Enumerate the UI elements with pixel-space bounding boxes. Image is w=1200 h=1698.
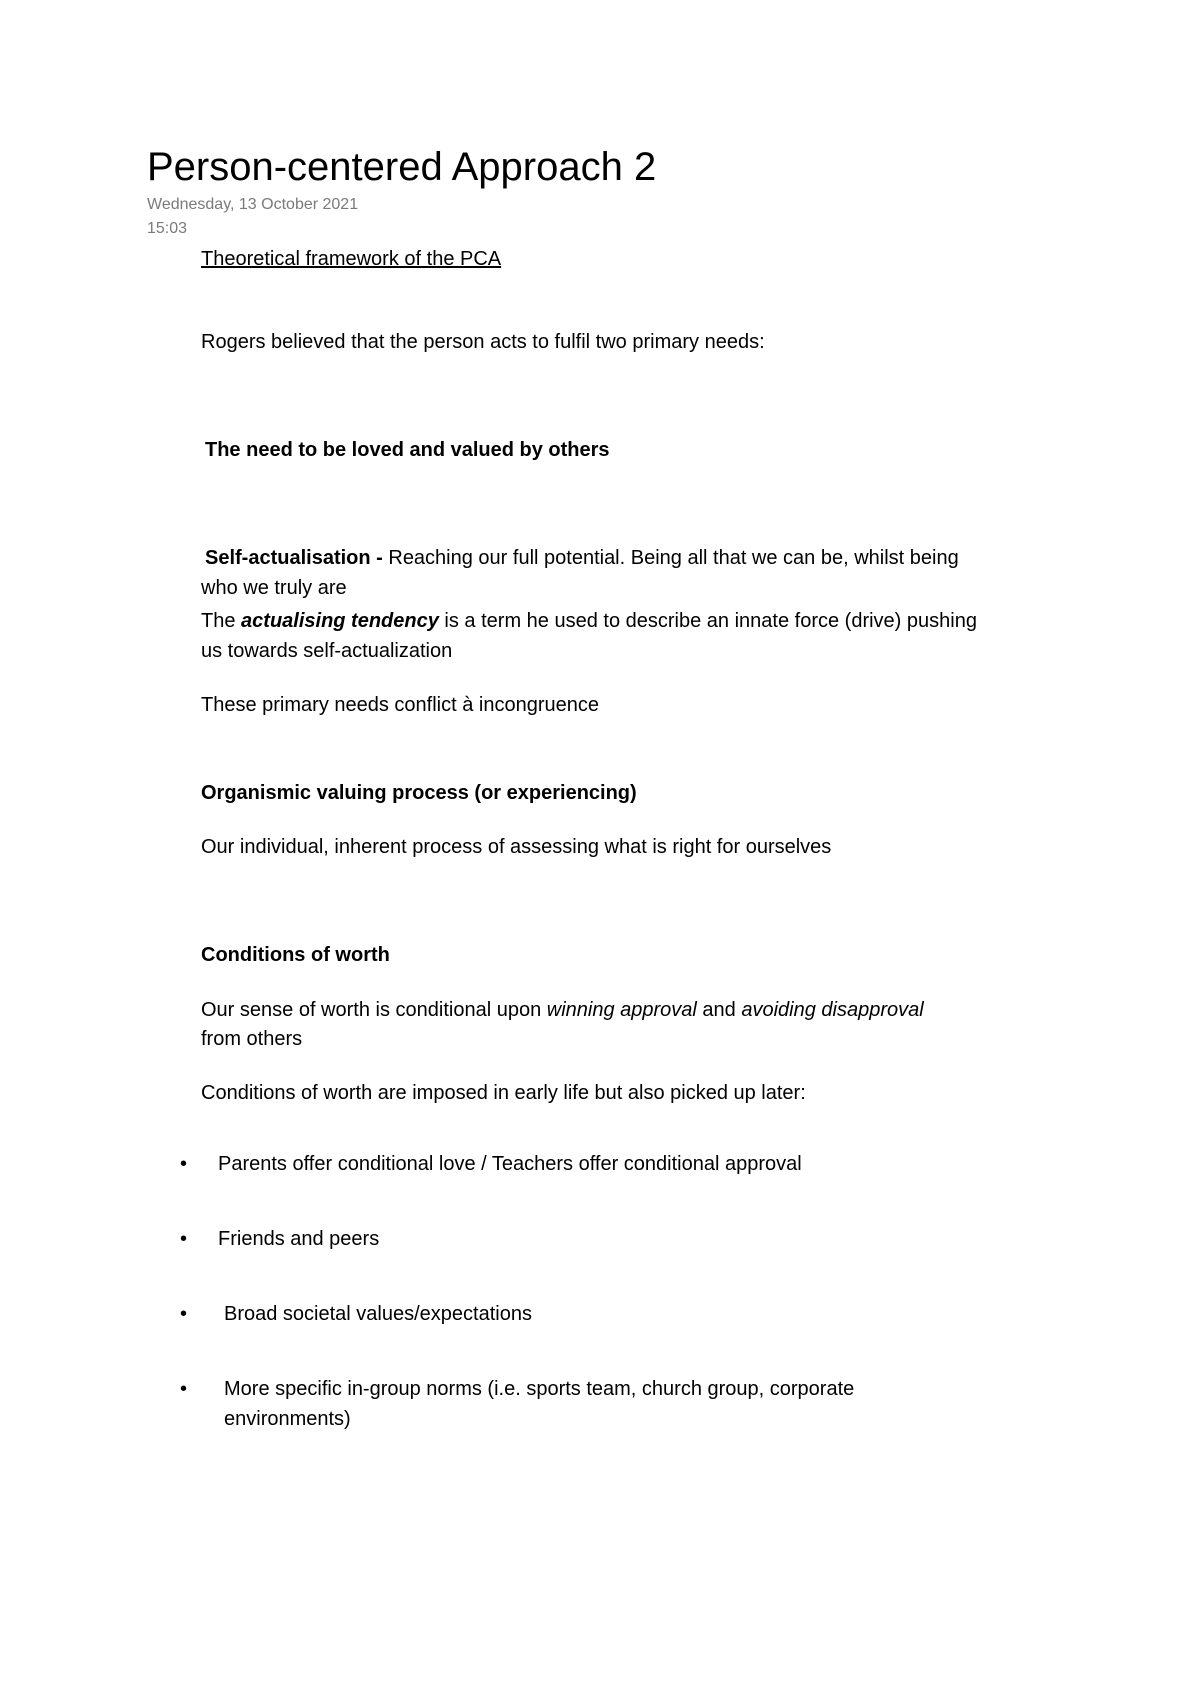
self-actualisation-definition: Reaching our full potential. Being all that we can be, whilst being [382, 547, 959, 569]
note-time: 15:03 [147, 220, 188, 237]
actualising-line-2: us towards self-actualization [201, 640, 453, 662]
cow-sentence-part1: Our sense of worth is conditional upon [201, 999, 547, 1021]
actualising-suffix: is a term he used to describe an innate force (drive) pushing [438, 610, 977, 632]
self-actualisation-term: Self-actualisation - [205, 547, 383, 569]
cow-heading: Conditions of worth [201, 944, 390, 966]
list-item-text: Parents offer conditional love / Teachers offer conditional approval [218, 1153, 802, 1175]
page-title: Person-centered Approach 2 [147, 145, 657, 189]
cow-sentence-italic2: avoiding disapproval [741, 999, 924, 1021]
cow-sentence-italic1: winning approval [546, 999, 697, 1021]
bullet-icon: • [180, 1303, 188, 1325]
cow-sentence-line-2: from others [201, 1028, 303, 1050]
ovp-heading: Organismic valuing process (or experiencing) [201, 782, 637, 804]
actualising-line-1 [201, 606, 1081, 636]
note-date: Wednesday, 13 October 2021 [147, 196, 359, 213]
actualising-prefix: The [201, 610, 242, 632]
list-item-text: Friends and peers [218, 1228, 380, 1250]
bullet-icon: • [180, 1228, 188, 1250]
bullet-icon: • [180, 1153, 188, 1175]
cow-imposed-paragraph: Conditions of worth are imposed in early life but also picked up later: [201, 1082, 806, 1104]
self-actualisation-line-1 [205, 543, 1085, 573]
ovp-paragraph: Our individual, inherent process of assessing what is right for ourselves [201, 836, 832, 858]
need-loved-heading: The need to be loved and valued by others [205, 439, 610, 461]
list-item-text: More specific in-group norms (i.e. sports team, church group, corporate environments) [224, 1378, 855, 1430]
cow-sentence-line-1 [201, 995, 1081, 1025]
list-item-text: Broad societal values/expectations [224, 1303, 532, 1325]
bullet-icon: • [180, 1378, 188, 1400]
section-heading: Theoretical framework of the PCA [201, 248, 502, 270]
actualising-term: actualising tendency [241, 610, 439, 632]
conflict-paragraph: These primary needs conflict à incongruence [201, 694, 599, 716]
self-actualisation-line-2: who we truly are [201, 577, 347, 599]
cow-sentence-part2: and [696, 999, 742, 1021]
intro-paragraph: Rogers believed that the person acts to fulfil two primary needs: [201, 331, 765, 353]
